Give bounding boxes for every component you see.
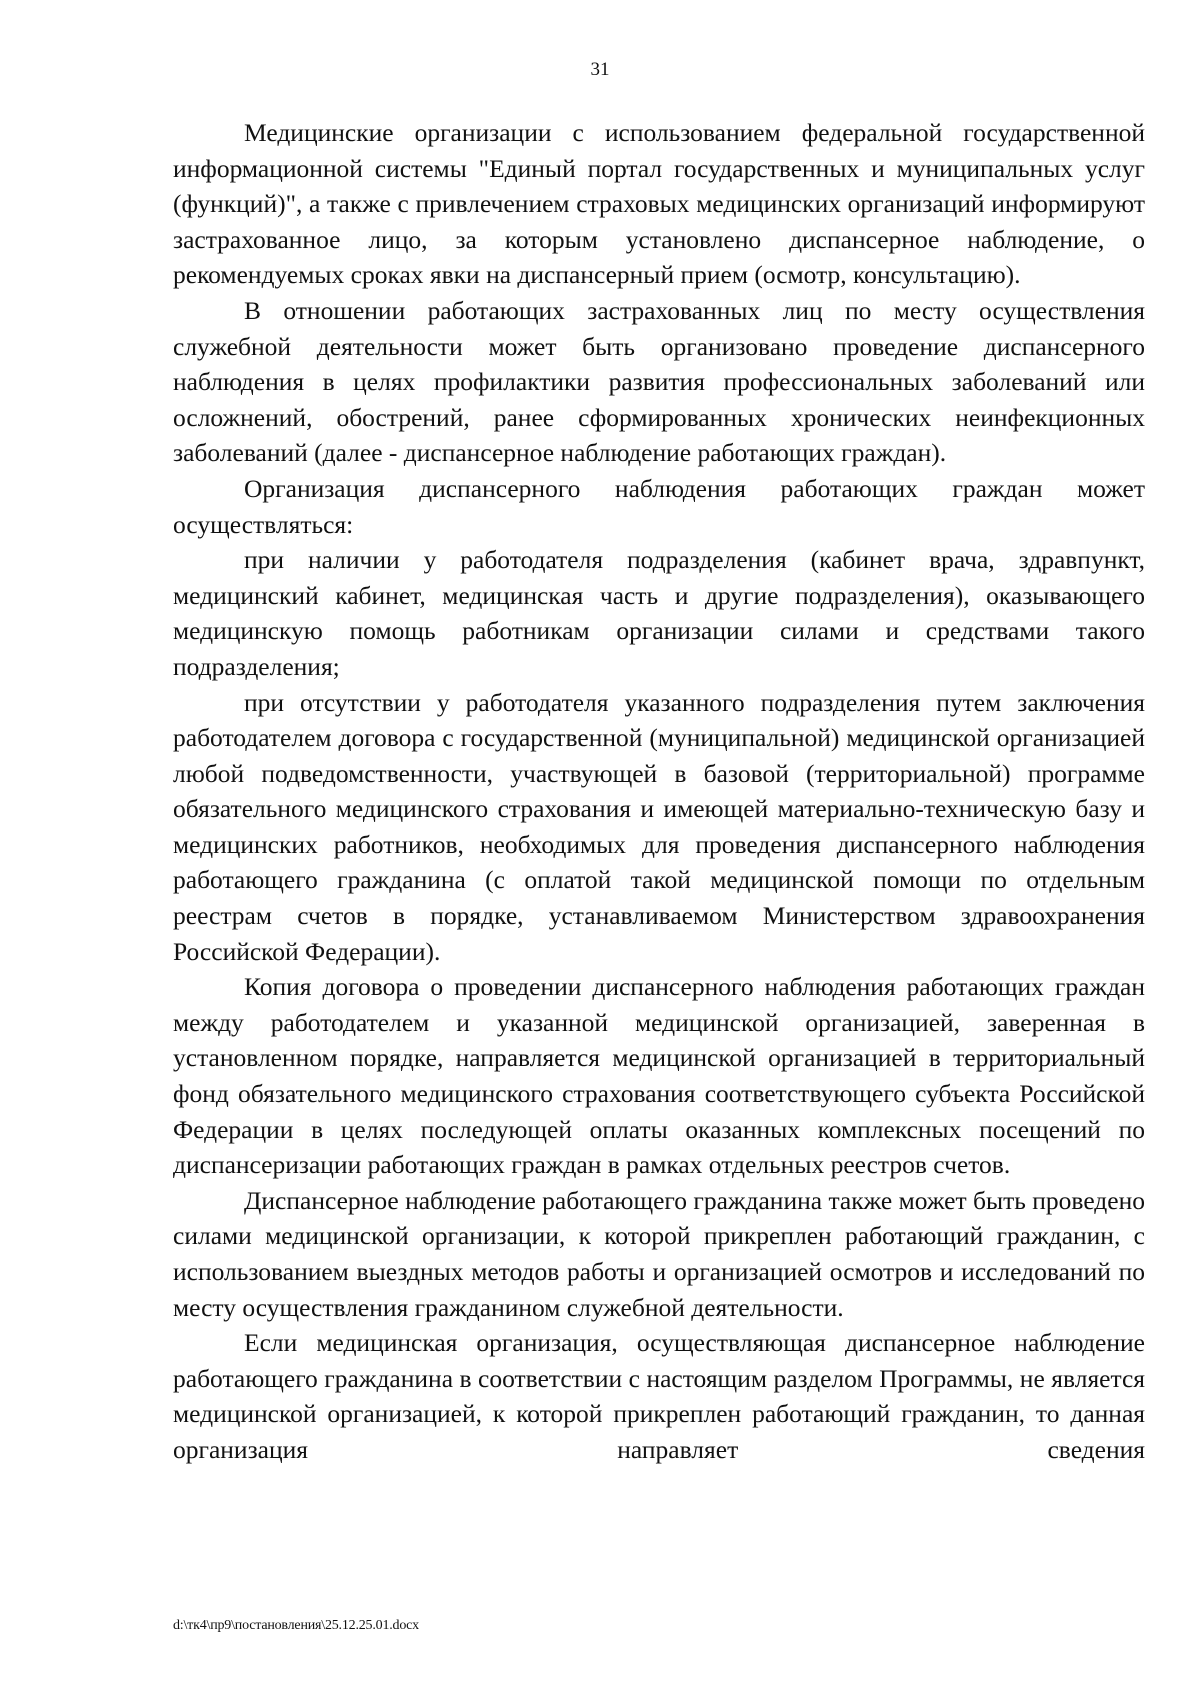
- page-number: 31: [590, 59, 610, 80]
- paragraph-employer-contract: при отсутствии у работодателя указанного подразделения путем заключения работодателем договора с государственной (муниципальной) медицинской организацией любой подведомственности, участвующей в базовой (территориальной) программе обязательного медицинского страхования и имеющей материально-техническую базу и медицинских работников, необходимых для проведения диспансерного наблюдения работающего гражданина (с оплатой такой медицинской помощи по отдельным реестрам счетов в порядке, устанавливаемом Министерством здравоохранения Российской Федерации).: [173, 687, 1145, 966]
- paragraph-working-insured: В отношении работающих застрахованных лиц по месту осуществления служебной деятельности может быть организовано проведение диспансерного наблюдения в целях профилактики развития профессиональных заболеваний или осложнений, обострений, ранее сформированных хронических неинфекционных заболеваний (далее - диспансерное наблюдение работающих граждан).: [173, 295, 1145, 468]
- paragraph-attached-organization: Диспансерное наблюдение работающего гражданина также может быть проведено силами медицинской организации, к которой прикреплен работающий гражданин, с использованием выездных методов работы и организацией осмотров и исследований по месту осуществления гражданином служебной деятельности.: [173, 1185, 1145, 1322]
- footer-file-path: d:\тк4\пр9\постановления\25.12.25.01.docx: [173, 1618, 419, 1633]
- paragraph-organization-intro: Организация диспансерного наблюдения работающих граждан может осуществляться:: [173, 473, 1145, 539]
- paragraph-employer-unit: при наличии у работодателя подразделения (кабинет врача, здравпункт, медицинский кабинет, медицинская часть и другие подразделения), оказывающего медицинскую помощь работникам организации силами и средствами такого подразделения;: [173, 545, 1145, 681]
- paragraph-contract-copy: Копия договора о проведении диспансерного наблюдения работающих граждан между работодателем и указанной медицинской организацией, заверенная в установленном порядке, направляется медицинской организацией в территориальный фонд обязательного медицинского страхования соответствующего субъекта Российской Федерации в целях последующей оплаты оказанных комплексных посещений по диспансеризации работающих граждан в рамках отдельных реестров счетов.: [173, 972, 1145, 1180]
- paragraph-informing-insured: Медицинские организации с использованием федеральной государственной информационной системы "Единый портал государственных и муниципальных услуг (функций)", а также с привлечением страховых медицинских организаций информируют застрахованное лицо, за которым установлено диспансерное наблюдение, о рекомендуемых сроках явки на диспансерный прием (осмотр, консультацию).: [173, 118, 1145, 290]
- paragraph-non-attached-organization: Если медицинская организация, осуществляющая диспансерное наблюдение работающего гражданина в соответствии с настоящим разделом Программы, не является медицинской организацией, к которой прикреплен работающий гражданин, то данная организация направляет сведения: [173, 1328, 1145, 1464]
- document-body: [173, 115, 1145, 1468]
